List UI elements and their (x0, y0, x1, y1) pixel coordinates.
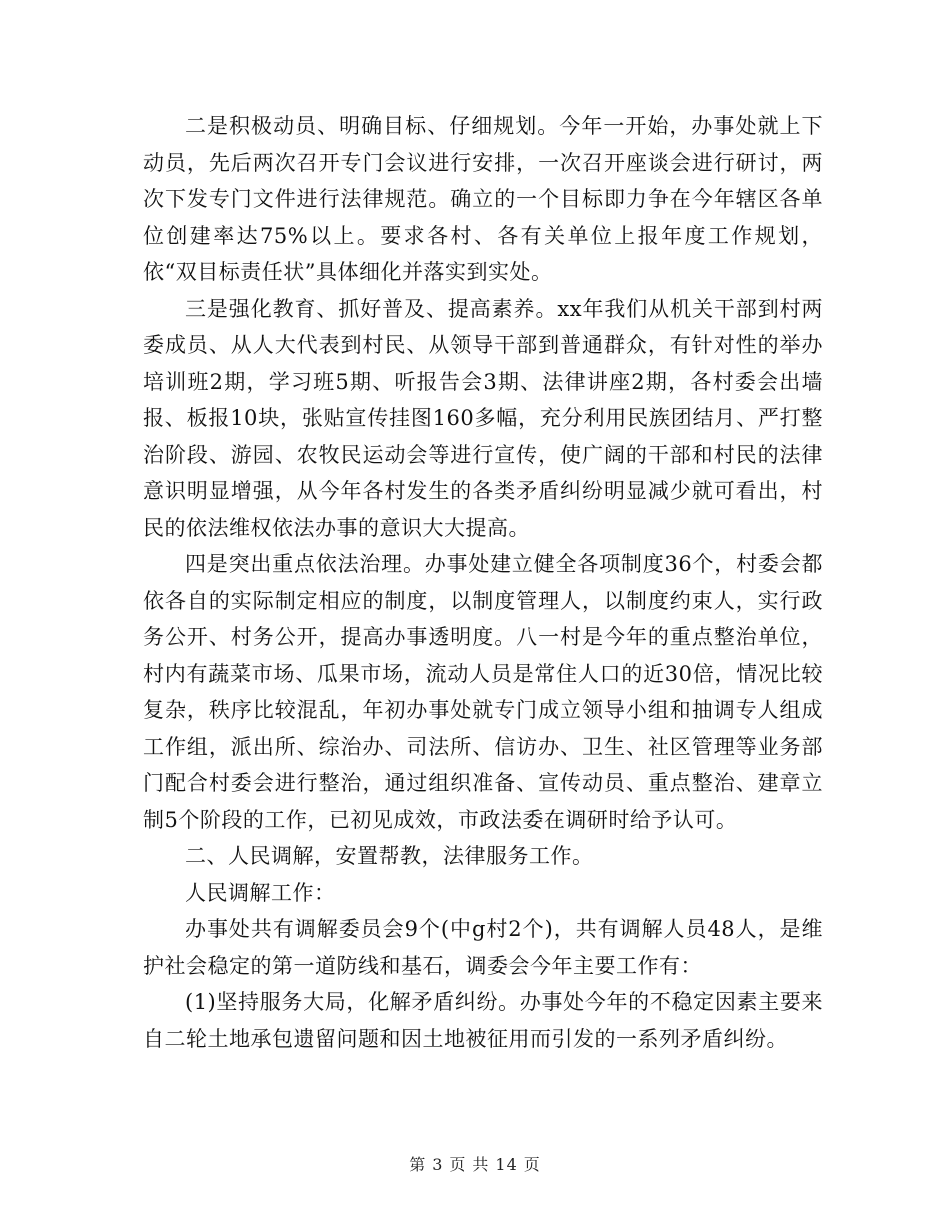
paragraph-3: 四是突出重点依法治理。办事处建立健全各项制度36个，村委会都依各自的实际制定相应的制度，以制度管理人，以制度约束人，实行政务公开、村务公开，提高办事透明度。八一村是今年的重点整治单位，村内有蔬菜市场、瓜果市场，流动人员是常住人口的近30倍，情况比较复杂，秩序比较混乱，年初办事处就专门成立领导小组和抽调专人组成工作组，派出所、综治办、司法所、信访办、卫生、社区管理等业务部门配合村委会进行整治，通过组织准备、宣传动员、重点整治、建章立制5个阶段的工作，已初见成效，市政法委在调研时给予认可。 (143, 552, 823, 832)
footer-current-page: 3 (432, 1155, 444, 1174)
footer-label-total-unit: 页 (523, 1155, 541, 1174)
document-body (143, 108, 823, 1057)
footer-label-page: 第 (409, 1155, 427, 1174)
paragraph-2: 三是强化教育、抓好普及、提高素养。xx年我们从机关干部到村两委成员、从人大代表到村民、从领导干部到普通群众，有针对性的举办培训班2期，学习班5期、听报告会3期、法律讲座2期，各村委会出墙报、板报10块，张贴宣传挂图160多幅，充分利用民族团结月、严打整治阶段、游园、农牧民运动会等进行宣传，使广阔的干部和村民的法律意识明显增强，从今年各村发生的各类矛盾纠纷明显减少就可看出，村民的依法维权依法办事的意识大大提高。 (143, 296, 823, 540)
footer-label-page-unit: 页 (449, 1155, 467, 1174)
footer-total-pages: 14 (495, 1155, 518, 1174)
page-footer (0, 1152, 950, 1175)
footer-label-total: 共 (472, 1155, 490, 1174)
section-heading: 二、人民调解，安置帮教，法律服务工作。 (185, 844, 594, 868)
paragraph-1: 二是积极动员、明确目标、仔细规划。今年一开始，办事处就上下动员，先后两次召开专门会议进行安排，一次召开座谈会进行研讨，两次下发专门文件进行法律规范。确立的一个目标即力争在今年辖区各单位创建率达75%以上。要求各村、各有关单位上报年度工作规划，依“双目标责任状”具体细化并落实到实处。 (143, 114, 823, 284)
subsection-heading: 人民调解工作： (185, 880, 336, 905)
paragraph-4: 办事处共有调解委员会9个(中g村2个)，共有调解人员48人，是维护社会稳定的第一道防线和基石，调委会今年主要工作有： (143, 917, 823, 978)
paragraph-5: (1)坚持服务大局，化解矛盾纠纷。办事处今年的不稳定因素主要来自二轮土地承包遗留问题和因土地被征用而引发的一系列矛盾纠纷。 (143, 990, 823, 1051)
